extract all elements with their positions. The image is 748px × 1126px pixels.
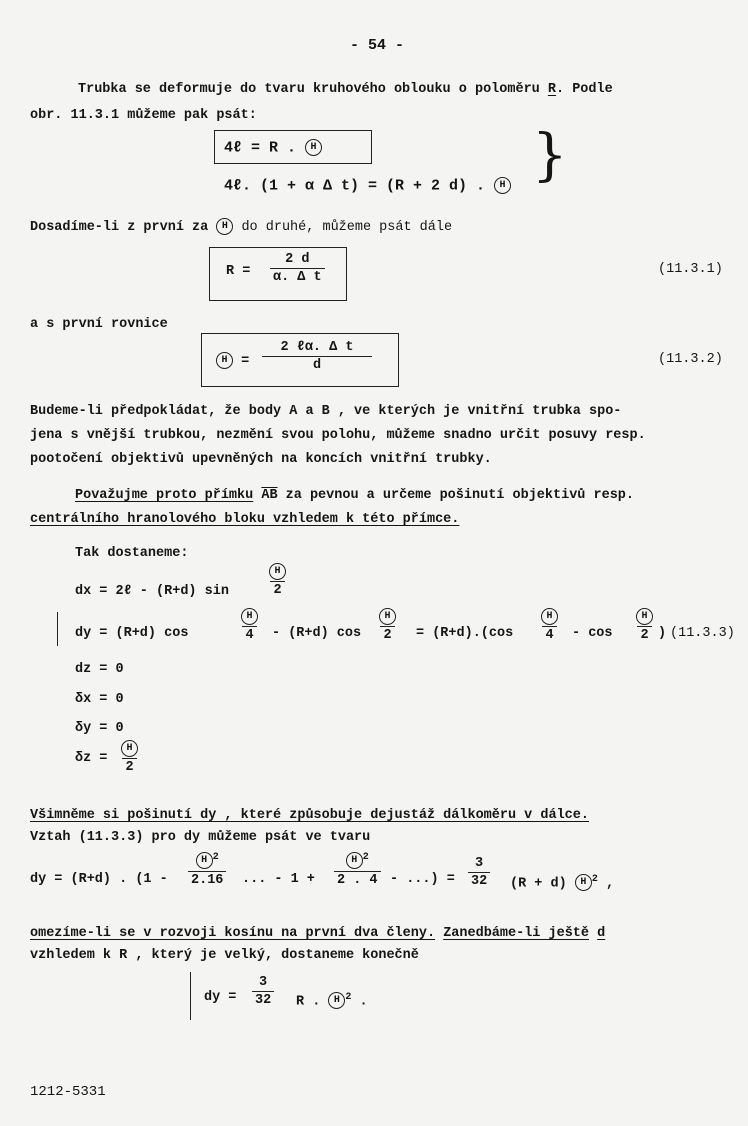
- exponent: 2: [591, 874, 598, 885]
- fraction-denominator: α. Δ t: [270, 268, 325, 285]
- theta-circled-symbol: H: [121, 740, 138, 757]
- para-omezime-line-2: vzhledem k R , který je velký, dostaneme konečně: [30, 948, 419, 963]
- fraction-denominator: d: [262, 356, 372, 373]
- fraction-denominator: 4: [542, 626, 556, 643]
- fraction-denominator: 2: [637, 626, 651, 643]
- theta-circled-symbol: H: [241, 608, 258, 625]
- eq-11-3-2-fraction: [262, 340, 372, 373]
- tak-dostaneme: Tak dostaneme:: [75, 546, 189, 561]
- expansion-factor: (R + d): [510, 876, 567, 892]
- equation-number-11-3-2: (11.3.2): [658, 352, 723, 367]
- para-budeme-line-2: jena s vnější trubkou, nezmění svou polohu, můžeme snadno určit posuvy resp.: [30, 428, 646, 443]
- intro-text-tail: . Podle: [556, 82, 613, 97]
- footer-code: 1212-5331: [30, 1084, 106, 1100]
- omezime-text-b: Zanedbáme-li ještě: [443, 926, 590, 941]
- intro-line-1: [78, 82, 613, 98]
- fraction-numerator: 2 ℓα. Δ t: [280, 340, 354, 355]
- expansion-part-2: ... - 1 +: [242, 872, 315, 887]
- theta-circled-symbol: H: [269, 563, 286, 580]
- fraction-numerator: 3: [259, 975, 268, 990]
- exponent: 2: [345, 992, 352, 1003]
- theta-over-2-fraction: [376, 608, 399, 643]
- fraction-denominator: 32: [252, 991, 274, 1008]
- para-budeme-line-3: pootočení objektivů upevněných na koncích vnitřní trubky.: [30, 452, 492, 467]
- eq-dy-part-2: - (R+d) cos: [272, 626, 362, 641]
- theta-circled-symbol: H: [636, 608, 653, 625]
- expansion-part-4: [510, 872, 614, 893]
- theta-over-2-fraction: [266, 563, 289, 598]
- para-vsimneme-line-2: Vztah (11.3.3) pro dy můžeme psát ve tvaru: [30, 830, 371, 845]
- final-r-factor: R .: [296, 994, 321, 1010]
- symbol-d: d: [597, 926, 606, 941]
- theta-over-2-fraction: [633, 608, 656, 643]
- omezime-text-a: omezíme-li se v rozvoji kosínu na první dva členy.: [30, 926, 436, 941]
- margin-mark: [190, 972, 191, 1020]
- equation-number-11-3-1: (11.3.1): [658, 262, 723, 277]
- theta-circled-symbol: H: [379, 608, 396, 625]
- para-budeme-line-1: Budeme-li předpokládat, že body A a B , ve kterých je vnitřní trubka spo-: [30, 404, 622, 419]
- para-omezime-line-1: [30, 926, 605, 942]
- povazujme-text-b: za pevnou a určeme pošinutí objektivů resp.: [285, 488, 635, 503]
- eq-delta-y: δy = 0: [75, 721, 124, 736]
- substitute-text-a: Dosadíme-li z první za: [30, 220, 209, 236]
- exponent: 2: [212, 852, 219, 863]
- fraction-numerator: 3: [475, 856, 484, 871]
- fraction-denominator: 2: [270, 581, 284, 598]
- eq2-text: 4ℓ. (1 + α Δ t) = (R + 2 d) .: [224, 177, 495, 195]
- fraction-denominator: 2: [380, 626, 394, 643]
- fraction-denominator: 2 . 4: [334, 871, 381, 888]
- comma: ,: [605, 876, 615, 892]
- equation-number-11-3-3: (11.3.3): [670, 626, 735, 641]
- theta-circled-symbol: H: [216, 218, 233, 235]
- fraction-denominator: 2: [122, 758, 136, 775]
- final-eq-lhs: dy =: [204, 990, 237, 1005]
- theta-over-4-fraction: [238, 608, 261, 643]
- eq-dy-part-3: = (R+d).(cos: [416, 626, 514, 641]
- eq-11-3-1-fraction: [270, 252, 325, 285]
- equals-sign: =: [241, 354, 250, 370]
- expansion-part-1: dy = (R+d) . (1 -: [30, 872, 168, 887]
- eq-dz: dz = 0: [75, 662, 124, 677]
- exponent: 2: [362, 852, 369, 863]
- page-number: - 54 -: [350, 37, 405, 54]
- system-eq-1: [224, 139, 322, 156]
- fraction-denominator: 4: [242, 626, 256, 643]
- theta-over-4-fraction: [538, 608, 561, 643]
- fraction-denominator: 32: [468, 872, 490, 889]
- eq-dy-part-1: dy = (R+d) cos: [75, 626, 189, 641]
- three-over-32-fraction: [468, 856, 490, 889]
- theta-over-2-fraction: [118, 740, 141, 775]
- final-three-over-32: [252, 975, 274, 1008]
- expansion-part-3: - ...) =: [390, 872, 455, 887]
- eq-delta-x: δx = 0: [75, 692, 124, 707]
- system-eq-2: [224, 177, 511, 194]
- theta-circled-symbol: H: [216, 352, 233, 369]
- from-first-line: a s první rovnice: [30, 317, 168, 332]
- line-ab-symbol: $\overline{AB}$: [261, 488, 278, 503]
- para-povazujme-line-2: centrálního hranolového bloku vzhledem k této přímce.: [30, 512, 460, 527]
- right-brace: }: [532, 123, 568, 188]
- eq1-lhs: 4ℓ: [224, 139, 243, 157]
- theta-circled-symbol: H: [328, 992, 345, 1009]
- povazujme-text-a: Považujme proto přímku: [75, 488, 254, 503]
- eq1-mid: = R .: [242, 139, 306, 157]
- final-eq-rhs: [296, 990, 368, 1011]
- theta-circled-symbol: H: [541, 608, 558, 625]
- radius-symbol: R: [547, 82, 556, 97]
- fraction-numerator: 2 d: [285, 252, 310, 267]
- eq-delta-z: δz =: [75, 751, 108, 766]
- theta-squared-over-2-4: [334, 852, 381, 888]
- eq-11-3-1-lhs: R =: [226, 264, 251, 279]
- theta-circled-symbol: H: [346, 852, 363, 869]
- substitute-text-b: do druhé, můžeme psát dále: [241, 220, 453, 236]
- substitution-line: [30, 218, 452, 236]
- theta-circled-symbol: H: [494, 177, 511, 194]
- period: .: [359, 994, 368, 1010]
- para-vsimneme-line-1: Všimněme si pošinutí dy , které způsobuje dejustáž dálkoměru v dálce.: [30, 808, 589, 823]
- theta-circled-symbol: H: [305, 139, 322, 156]
- eq-dy-close: ): [658, 626, 667, 641]
- eq-dx: dx = 2ℓ - (R+d) sin: [75, 584, 229, 599]
- theta-squared-over-2-16: [188, 852, 226, 888]
- intro-line-2: obr. 11.3.1 můžeme pak psát:: [30, 108, 257, 123]
- intro-text: Trubka se deformuje do tvaru kruhového oblouku o poloměru: [78, 82, 540, 97]
- theta-circled-symbol: H: [575, 874, 592, 891]
- eq-11-3-2-lhs: [216, 352, 249, 370]
- margin-mark: [57, 612, 58, 646]
- fraction-denominator: 2.16: [188, 871, 226, 888]
- theta-circled-symbol: H: [196, 852, 213, 869]
- para-povazujme-line-1: [75, 488, 634, 504]
- eq-dy-part-4: - cos: [572, 626, 613, 641]
